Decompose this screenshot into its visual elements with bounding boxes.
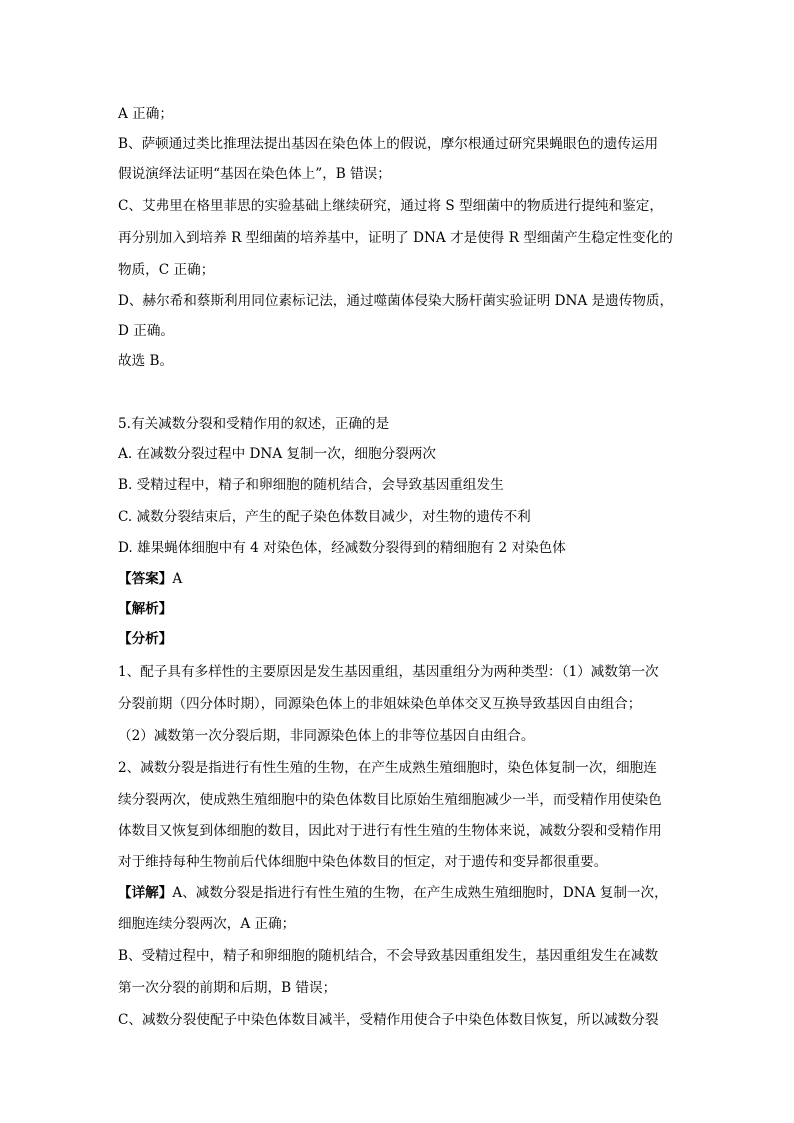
detail-tag: 【详解】: [118, 885, 173, 901]
text-line: （2）减数第一次分裂后期，非同源染色体上的非等位基因自由组合。: [118, 728, 535, 744]
answer-value: A: [172, 571, 183, 587]
question-stem: 5.有关减数分裂和受精作用的叙述，正确的是: [118, 416, 390, 432]
option-d: D. 雄果蝇体细胞中有 4 对染色体，经减数分裂得到的精细胞有 2 对染色体: [118, 540, 566, 556]
text-line: D、赫尔希和蔡斯利用同位素标记法，通过噬菌体侵染大肠杆菌实验证明 DNA 是遗传物质，: [118, 293, 674, 309]
text-line: B、受精过程中，精子和卵细胞的随机结合，不会导致基因重组发生，基因重组发生在减数: [118, 948, 659, 964]
breakdown-heading: [118, 628, 678, 650]
text-line: C、艾弗里在格里菲思的实验基础上继续研究，通过将 S 型细菌中的物质进行提纯和鉴定，: [118, 198, 663, 214]
text-line: 2、减数分裂是指进行有性生殖的生物，在产生成熟生殖细胞时，染色体复制一次，细胞连: [118, 760, 657, 776]
text-line: A 正确；: [118, 106, 173, 122]
text-line: 分裂前期（四分体时期），同源染色体上的非姐妹染色单体交叉互换导致基因自由组合；: [118, 696, 642, 712]
text-line: C、减数分裂使配子中染色体数目减半，受精作用使合子中染色体数目恢复，所以减数分裂: [118, 1012, 659, 1028]
analysis-heading: [118, 598, 678, 620]
text-line: 假说演绎法证明“基因在染色体上”，B 错误；: [118, 166, 391, 182]
text-line: 体数目又恢复到体细胞的数目，因此对于进行有性生殖的生物体来说，减数分裂和受精作用: [118, 823, 662, 839]
breakdown-tag: 【分析】: [118, 631, 173, 647]
text-line: 细胞连续分裂两次，A 正确；: [118, 916, 296, 932]
text-line: 第一次分裂的前期和后期，B 错误；: [118, 980, 337, 996]
text-line: B、萨顿通过类比推理法提出基因在染色体上的假说，摩尔根通过研究果蝇眼色的遗传运用: [118, 136, 659, 152]
text-line: D 正确。: [118, 323, 175, 339]
text-line: 再分别加入到培养 R 型细菌的培养基中，证明了 DNA 才是使得 R 型细菌产生稳定性变化的: [118, 230, 673, 246]
answer-line: [118, 568, 678, 590]
option-b: B. 受精过程中，精子和卵细胞的随机结合，会导致基因重组发生: [118, 477, 504, 493]
detail-line: [118, 882, 678, 904]
text-line: 续分裂两次，使成熟生殖细胞中的染色体数目比原始生殖细胞减少一半，而受精作用使染色: [118, 792, 662, 808]
text-line: 故选 B。: [118, 353, 174, 369]
answer-tag: 【答案】: [118, 571, 173, 587]
option-a: A. 在减数分裂过程中 DNA 复制一次，细胞分裂两次: [118, 446, 436, 462]
option-c: C. 减数分裂结束后，产生的配子染色体数目减少，对生物的遗传不利: [118, 509, 531, 525]
text-line: 对于维持每种生物前后代体细胞中染色体数目的恒定，对于遗传和变异都很重要。: [118, 854, 608, 870]
text-line: 1、配子具有多样性的主要原因是发生基因重组，基因重组分为两种类型：（1）减数第一次: [118, 664, 659, 680]
analysis-tag: 【解析】: [118, 601, 173, 617]
text-line: 物质，C 正确；: [118, 262, 215, 278]
detail-text: A、减数分裂是指进行有性生殖的生物，在产生成熟生殖细胞时，DNA 复制一次，: [172, 885, 668, 901]
